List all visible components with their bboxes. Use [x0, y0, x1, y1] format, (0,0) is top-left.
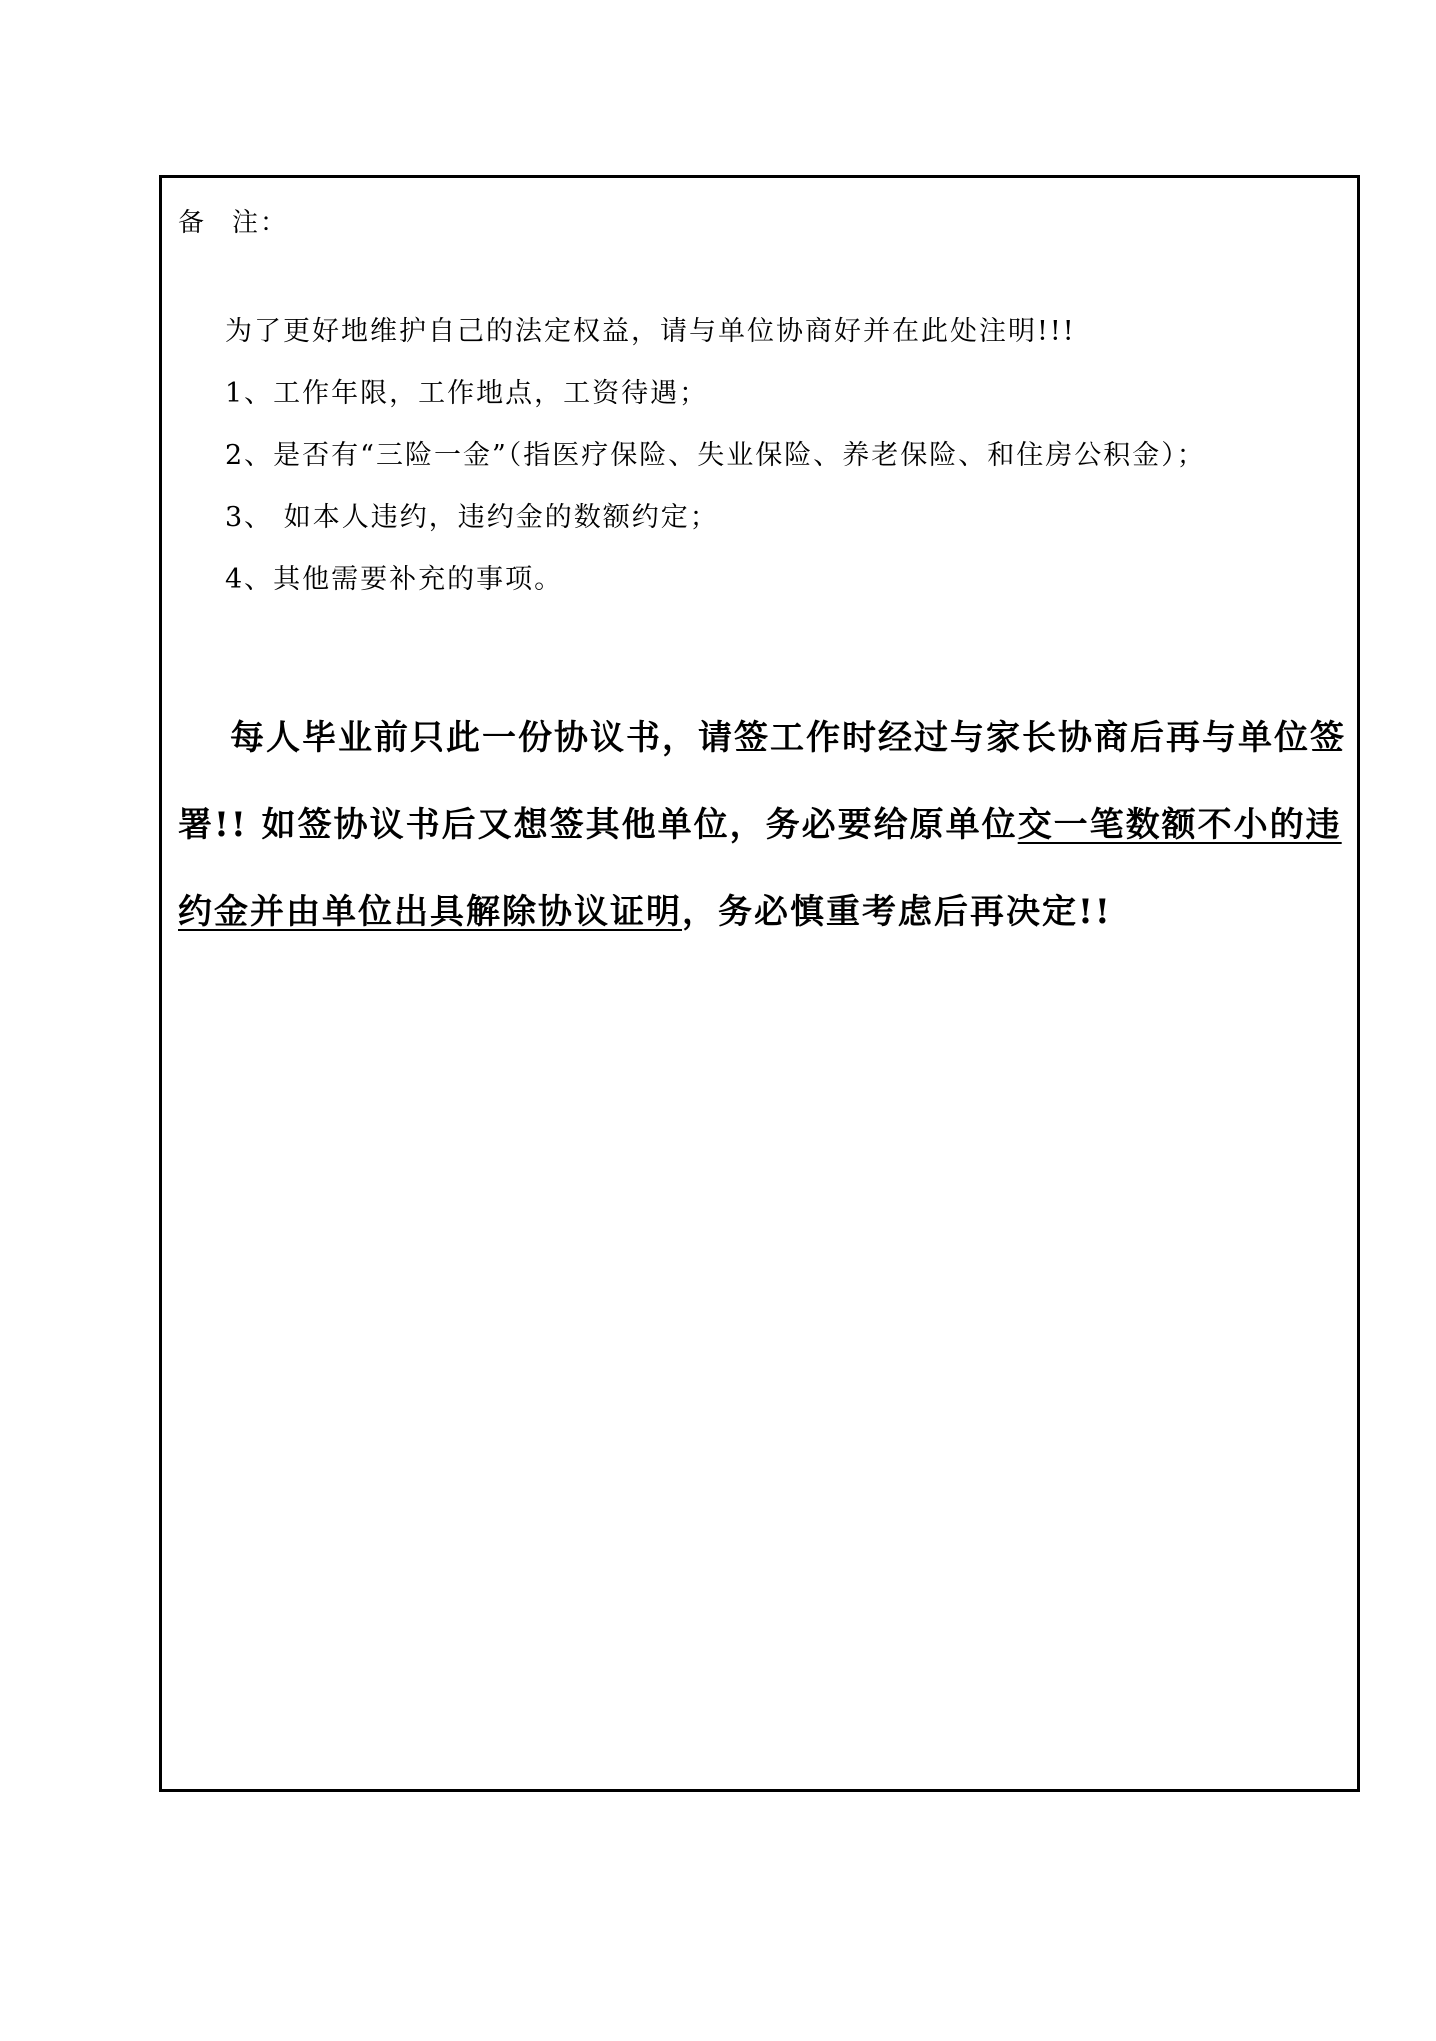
remarks-label-part2: 注：	[232, 208, 289, 238]
remarks-form-box	[159, 175, 1360, 1792]
remarks-item-1: 1、工作年限，工作地点，工资待遇；	[225, 378, 709, 409]
remarks-label-part1: 备	[178, 208, 207, 238]
remarks-item-3: 3、 如本人违约，违约金的数额约定；	[225, 502, 719, 533]
remarks-notes	[225, 314, 1345, 624]
remarks-item-4: 4、其他需要补充的事项。	[225, 564, 564, 595]
warning-text-part2: ，务必慎重考虑后再决定!!	[682, 892, 1112, 932]
warning-paragraph	[178, 695, 1353, 956]
remarks-intro: 为了更好地维护自己的法定权益，请与单位协商好并在此处注明!!!	[225, 316, 1076, 347]
remarks-item-2: 2、是否有“三险一金”（指医疗保险、失业保险、养老保险、和住房公积金）；	[225, 440, 1206, 471]
warning-underlined-text: 交一笔数额不小的违约金并由单位出具解除协议证明	[178, 805, 1342, 932]
warning-text-part1: 每人毕业前只此一份协议书，请签工作时经过与家长协商后再与单位签署!! 如签协议书后又想签其他单位，务必要给原单位	[178, 718, 1346, 845]
remarks-label	[178, 202, 288, 239]
